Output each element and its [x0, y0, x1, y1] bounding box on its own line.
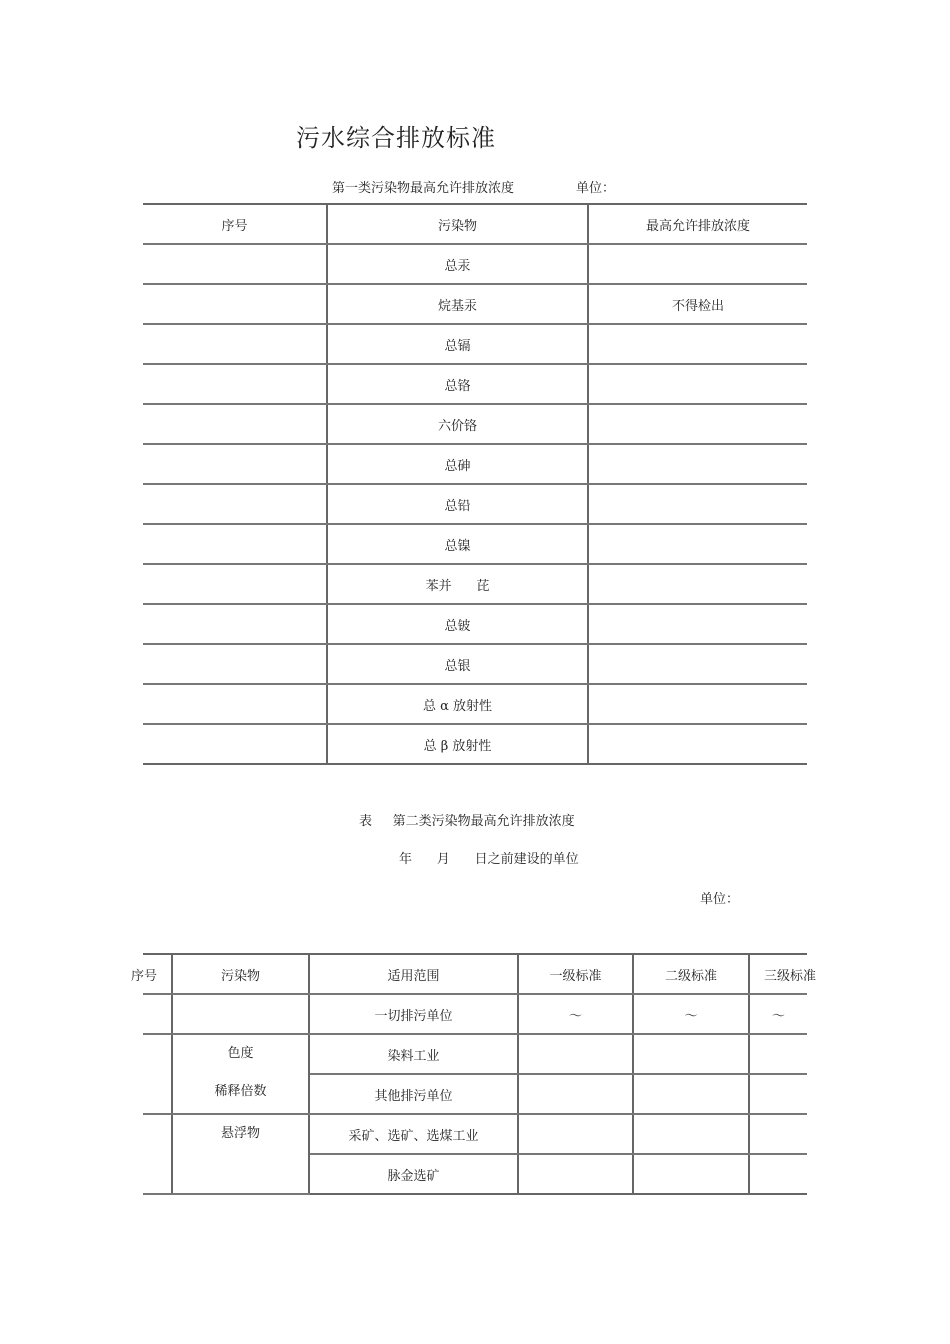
cell-pollutant: 总铅: [327, 484, 588, 524]
cell-serial-no: [143, 724, 327, 764]
cell-max-concentration: [588, 604, 807, 644]
table-row: [143, 244, 807, 284]
table-row: [143, 524, 807, 564]
cell-serial-no: [143, 484, 327, 524]
cell-scope: 染料工业: [309, 1034, 518, 1074]
cell-serial-no: [143, 1114, 172, 1194]
cell-max-concentration: [588, 684, 807, 724]
cell-serial-no: [143, 324, 327, 364]
cell-serial-no: [143, 404, 327, 444]
header-serial-no: 序号: [143, 954, 172, 994]
table-row: [143, 564, 807, 604]
cell-pollutant: 总铍: [327, 604, 588, 644]
cell-pollutant-color: [172, 1034, 309, 1114]
table-row: [143, 994, 807, 1034]
cell-serial-no: [143, 1034, 172, 1114]
cell-scope: 脉金选矿: [309, 1154, 518, 1194]
cell-max-concentration: [588, 404, 807, 444]
header-grade-1: 一级标准: [518, 954, 633, 994]
table2-date-line: 年 月 日之前建设的单位: [399, 852, 579, 867]
cell-grade-2: [633, 1154, 749, 1194]
cell-serial-no: [143, 284, 327, 324]
cell-max-concentration: [588, 244, 807, 284]
table-row: [143, 324, 807, 364]
cell-grade-3: [749, 1114, 807, 1154]
table-row: [143, 1114, 807, 1154]
cell-serial-no: [143, 364, 327, 404]
header-grade-2: 二级标准: [633, 954, 749, 994]
pollutant-dilution-label: 稀释倍数: [214, 1084, 267, 1099]
table-row: [143, 444, 807, 484]
header-scope: 适用范围: [309, 954, 518, 994]
cell-grade-2: ～: [633, 994, 749, 1034]
cell-max-concentration: [588, 444, 807, 484]
cell-scope: 采矿、选矿、选煤工业: [309, 1114, 518, 1154]
cell-max-concentration: [588, 364, 807, 404]
cell-grade-3: [749, 1034, 807, 1074]
cell-serial-no: [143, 564, 327, 604]
header-grade-3: 三级标准: [749, 954, 807, 994]
cell-grade-3: ～: [749, 994, 807, 1034]
cell-pollutant: 烷基汞: [327, 284, 588, 324]
cell-pollutant: 总铬: [327, 364, 588, 404]
table-row: [143, 284, 807, 324]
pollutant-color-label: 色度: [227, 1046, 254, 1061]
cell-serial-no: [143, 244, 327, 284]
cell-pollutant: 总 α 放射性: [327, 684, 588, 724]
cell-pollutant: 总 β 放射性: [327, 724, 588, 764]
cell-pollutant: 六价铬: [327, 404, 588, 444]
table1-caption: 第一类污染物最高允许排放浓度: [332, 181, 515, 196]
cell-grade-2: [633, 1074, 749, 1114]
cell-scope: 一切排污单位: [309, 994, 518, 1034]
cell-scope: 其他排污单位: [309, 1074, 518, 1114]
table-header-row: [143, 204, 807, 244]
header-pollutant: 污染物: [327, 204, 588, 244]
cell-grade-1: [518, 1034, 633, 1074]
cell-serial-no: [143, 644, 327, 684]
cell-pollutant: 总镍: [327, 524, 588, 564]
cell-max-concentration: [588, 484, 807, 524]
table-header-row: [143, 954, 807, 994]
header-pollutant: 污染物: [172, 954, 309, 994]
table2-unit-label: 单位：: [700, 892, 740, 907]
table-row: [143, 724, 807, 764]
cell-serial-no: [143, 604, 327, 644]
cell-grade-3: [749, 1154, 807, 1194]
cell-pollutant: 总汞: [327, 244, 588, 284]
cell-max-concentration: [588, 324, 807, 364]
cell-pollutant: [172, 994, 309, 1034]
cell-max-concentration: [588, 644, 807, 684]
table2-caption: 表 第二类污染物最高允许排放浓度: [359, 814, 575, 829]
table-row: [143, 364, 807, 404]
cell-pollutant: 苯并 芘: [327, 564, 588, 604]
header-serial-no: 序号: [143, 204, 327, 244]
cell-max-concentration: [588, 524, 807, 564]
cell-pollutant: 总砷: [327, 444, 588, 484]
cell-serial-no: [143, 524, 327, 564]
header-max-concentration: 最高允许排放浓度: [588, 204, 807, 244]
table-row: [143, 684, 807, 724]
table-row: [143, 404, 807, 444]
cell-max-concentration: 不得检出: [588, 284, 807, 324]
cell-pollutant: 总银: [327, 644, 588, 684]
table-row: [143, 1034, 807, 1074]
cell-pollutant: 总镉: [327, 324, 588, 364]
table-row: [143, 604, 807, 644]
cell-pollutant-ss: [172, 1114, 309, 1194]
cell-grade-1: ～: [518, 994, 633, 1034]
cell-grade-1: [518, 1114, 633, 1154]
cell-grade-1: [518, 1074, 633, 1114]
document-title: 污水综合排放标准: [296, 124, 496, 152]
table1-unit-label: 单位：: [576, 181, 616, 196]
second-class-pollutants-table: [130, 953, 817, 1195]
table-row: [143, 644, 807, 684]
cell-max-concentration: [588, 564, 807, 604]
table-row: [143, 484, 807, 524]
cell-grade-2: [633, 1114, 749, 1154]
first-class-pollutants-table: [143, 203, 807, 765]
pollutant-ss-label: 悬浮物: [220, 1126, 260, 1141]
cell-grade-1: [518, 1154, 633, 1194]
cell-grade-2: [633, 1034, 749, 1074]
cell-serial-no: [143, 994, 172, 1034]
cell-max-concentration: [588, 724, 807, 764]
cell-serial-no: [143, 444, 327, 484]
cell-serial-no: [143, 684, 327, 724]
cell-grade-3: [749, 1074, 807, 1114]
